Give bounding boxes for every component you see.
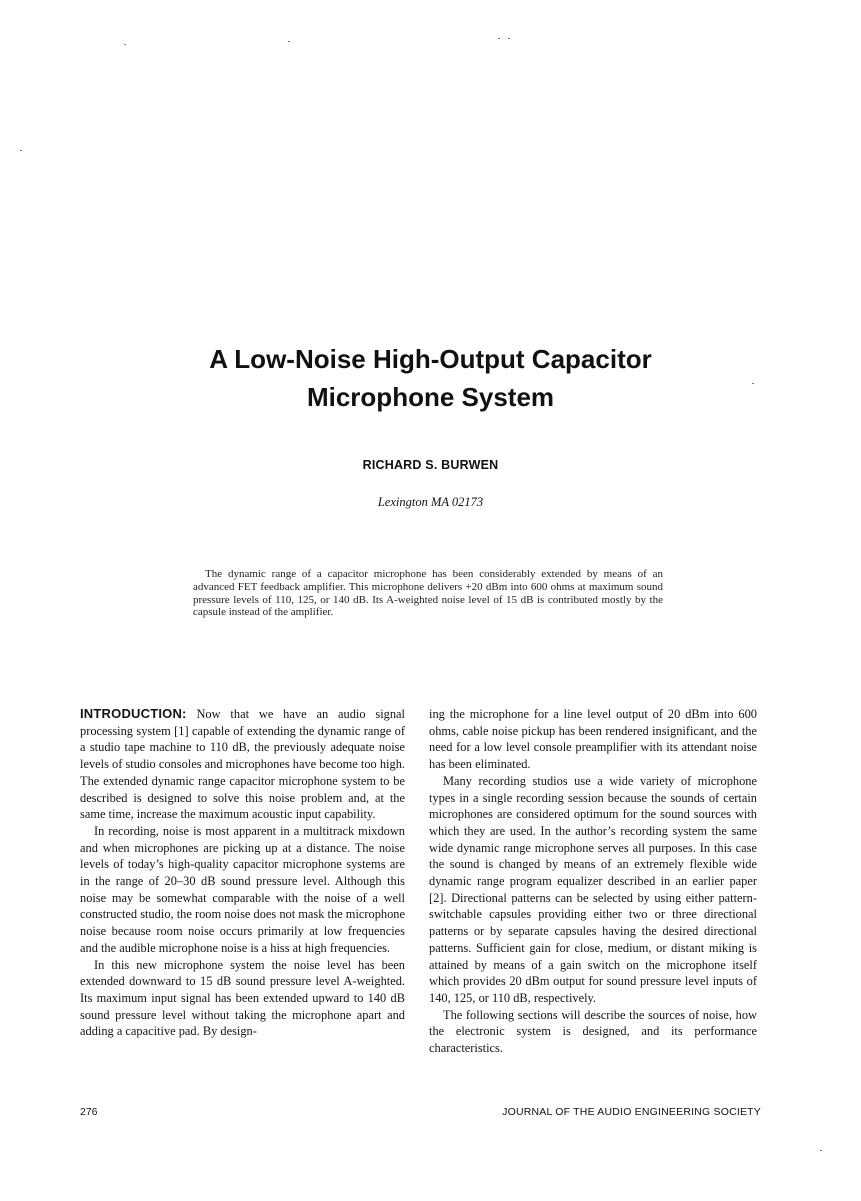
author-affiliation: Lexington MA 02173 <box>377 495 484 509</box>
section-heading-introduction: INTRODUCTION: <box>80 706 187 721</box>
body-paragraph: Many recording studios use a wide variety of microphone types in a single recording session because the sounds of certain microphones are considered optimum for the sound sources with which they are used. In the author’s recording system the same wide dynamic range microphone serves all purposes. In this case the sound is changed by means of an extremely flexible wide dynamic range program equalizer described in an earlier paper [2]. Directional patterns can be selected by using either pattern-switchable capsules providing either two or three directional patterns or by separate capsules having the desired directional patterns. Sufficient gain for close, medium, or distant miking is attained by means of a gain switch on the microphone itself which provides 20 dBm output for sound pressure level inputs of 140, 125, or 110 dB, respectively. <box>429 773 757 1005</box>
scan-speck <box>20 150 22 151</box>
scan-speck <box>498 38 500 39</box>
author-name: RICHARD S. BURWEN <box>362 458 499 472</box>
paper-title-line-1: A Low-Noise High-Output Capacitor <box>209 344 652 374</box>
paragraph-text: Now that we have an audio signal processing system [1] capable of extending the dynamic range of a studio tape machine to 110 dB, the previously adequate noise levels of studio consoles and microphones have become too high. The extended dynamic range capacitor microphone system to be described is designed to solve this noise problem and, at the same time, increase the maximum acoustic input capability. <box>80 707 405 822</box>
journal-name: JOURNAL OF THE AUDIO ENGINEERING SOCIETY <box>502 1106 761 1118</box>
body-paragraph <box>80 706 405 823</box>
paper-title <box>0 340 861 416</box>
body-paragraph: ing the microphone for a line level output of 20 dBm into 600 ohms, cable noise pickup has been rendered insignificant, and the need for a low level console preamplifier with its attendant noise has been eliminated. <box>429 707 757 772</box>
body-paragraph: In recording, noise is most apparent in a multitrack mixdown and when microphones are picking up at a distance. The noise levels of today’s high-quality capacitor microphone systems are in the range of 20–30 dB sound pressure level. Although this noise may be somewhat comparable with the noise of a well constructed studio, the room noise does not mask the microphone noise because room noise occurs primarily at low frequencies and the audible microphone noise is a hiss at high frequencies. <box>80 823 405 955</box>
scan-speck <box>124 44 126 45</box>
body-paragraph: In this new microphone system the noise level has been extended downward to 15 dB sound pressure level A-weighted. Its maximum input signal has been extended upward to 140 dB sound pressure level without taking the microphone apart and adding a capacitive pad. By design- <box>80 957 405 1039</box>
scan-speck <box>508 38 510 39</box>
scan-speck <box>288 41 290 42</box>
left-column <box>80 706 405 1040</box>
right-column <box>429 706 757 1057</box>
body-paragraph: The following sections will describe the sources of noise, how the electronic system is designed, and its performance characteristics. <box>429 1007 757 1056</box>
abstract: The dynamic range of a capacitor microphone has been considerably extended by means of an advanced FET feedback amplifier. This microphone delivers +20 dBm into 600 ohms at maximum sound pressure levels of 110, 125, or 140 dB. Its A-weighted noise level of 15 dB is contributed mostly by the capsule instead of the amplifier. <box>193 568 663 619</box>
scan-speck <box>820 1150 822 1151</box>
paper-title-line-2: Microphone System <box>306 382 555 412</box>
page-number: 276 <box>80 1106 98 1118</box>
